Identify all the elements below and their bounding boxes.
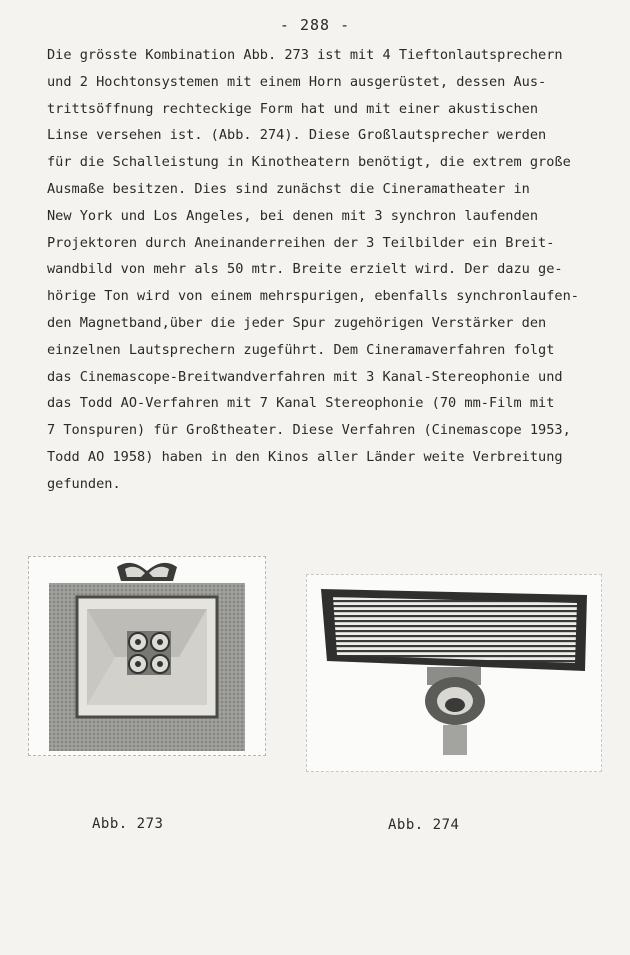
text-line: 7 Tonspuren) für Großtheater. Diese Verfahren (Cinemascope 1953, [47, 422, 571, 439]
text-line: gefunden. [47, 475, 121, 492]
text-line: New York und Los Angeles, bei denen mit 3 synchron laufenden [47, 207, 539, 224]
body-paragraph [47, 42, 622, 498]
text-line: hörige Ton wird von einem mehrspurigen, ebenfalls synchronlaufen- [47, 288, 579, 305]
text-line: das Todd AO-Verfahren mit 7 Kanal Stereophonie (70 mm-Film mit [47, 395, 555, 412]
text-line: Ausmaße besitzen. Dies sind zunächst die Cineramatheater in [47, 180, 530, 197]
page-number: - 288 - [279, 16, 351, 34]
text-line: Linse versehen ist. (Abb. 274). Diese Großlautsprecher werden [47, 127, 547, 144]
figure-loudspeaker-combination [28, 556, 266, 756]
text-line: einzelnen Lautsprechern zugeführt. Dem Cineramaverfahren folgt [47, 341, 555, 358]
figure-caption: Abb. 273 [92, 816, 164, 832]
text-line: den Magnetband,über die jeder Spur zugehörigen Verstärker den [47, 314, 547, 331]
acoustic-lens-illustration [307, 575, 601, 771]
figure-horn-acoustic-lens [306, 574, 602, 772]
text-line: trittsöffnung rechteckige Form hat und mit einer akustischen [47, 100, 539, 117]
text-line: Projektoren durch Aneinanderreihen der 3 Teilbilder ein Breit- [47, 234, 555, 251]
text-line: das Cinemascope-Breitwandverfahren mit 3 Kanal-Stereophonie und [47, 368, 563, 385]
text-line: Todd AO 1958) haben in den Kinos aller Länder weite Verbreitung [47, 448, 563, 465]
loudspeaker-cabinet-illustration [29, 557, 265, 755]
text-line: und 2 Hochtonsystemen mit einem Horn ausgerüstet, dessen Aus- [47, 73, 547, 90]
text-line: Die grösste Kombination Abb. 273 ist mit 4 Tieftonlautsprechern [47, 47, 563, 63]
figure-caption: Abb. 274 [388, 817, 460, 833]
text-line: für die Schalleistung in Kinotheatern benötigt, die extrem große [47, 154, 571, 171]
text-line: wandbild von mehr als 50 mtr. Breite erzielt wird. Der dazu ge- [47, 261, 563, 278]
